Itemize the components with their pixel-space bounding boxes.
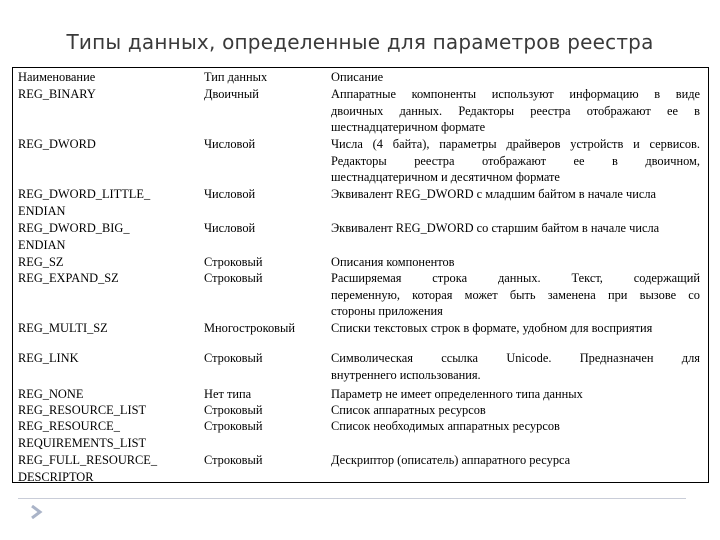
row-description (331, 186, 700, 203)
description-line: шестнадцатеричном формате (331, 120, 486, 134)
row-type: Строковый (204, 271, 263, 285)
row-type: Нет типа (204, 387, 252, 401)
description-line: Списки текстовых строк в формате, удобном для восприятия (331, 321, 653, 335)
row-type: Строковый (204, 351, 263, 365)
row-description (331, 220, 700, 237)
row-type: Числовой (204, 137, 256, 151)
row-type: Строковый (204, 255, 263, 269)
description-line: Список аппаратных ресурсов (331, 403, 486, 417)
description-line: стороны приложения (331, 304, 443, 318)
description-line: Числа (4 байта), параметры драйверов устройств и сервисов. (331, 137, 700, 151)
row-name: REG_FULL_RESOURCE_ (18, 453, 158, 467)
row-type: Числовой (204, 221, 256, 235)
row-name: REG_LINK (18, 351, 79, 365)
row-name: REG_MULTI_SZ (18, 321, 108, 335)
description-line: Параметр не имеет определенного типа данных (331, 387, 583, 401)
row-description (331, 320, 700, 337)
description-line: Дескриптор (описатель) аппаратного ресурса (331, 453, 571, 467)
row-name: REG_DWORD_BIG_ (18, 221, 130, 235)
description-line: Редакторы реестра отображают ее в двоичном, (331, 153, 700, 168)
row-name: REG_RESOURCE_ (18, 419, 120, 433)
row-description (331, 418, 700, 435)
row-description (331, 270, 700, 320)
description-line: Список необходимых аппаратных ресурсов (331, 419, 560, 433)
row-name: REG_EXPAND_SZ (18, 271, 119, 285)
row-description (331, 254, 700, 271)
description-line: переменную, которая может быть заменена при вызове со (331, 287, 700, 302)
row-name: REG_BINARY (18, 87, 96, 101)
header-type: Тип данных (204, 70, 268, 84)
description-line: шестнадцатеричном и десятичном формате (331, 170, 560, 184)
row-name: ENDIAN (18, 237, 66, 252)
description-line: Символическая ссылка Unicode. Предназначен для (331, 351, 700, 365)
row-name: REG_DWORD (18, 137, 96, 151)
description-line: Расширяемая строка данных. Текст, содержащий (331, 271, 700, 285)
footer-divider (18, 498, 686, 499)
description-line: внутреннего использования. (331, 367, 481, 382)
row-type: Двоичный (204, 87, 259, 101)
row-name: REG_DWORD_LITTLE_ (18, 187, 151, 201)
row-name: REQUIREMENTS_LIST (18, 435, 147, 450)
row-type: Строковый (204, 419, 263, 433)
row-description (331, 452, 700, 469)
row-type: Строковый (204, 403, 263, 417)
chevron-right-icon (30, 505, 44, 519)
row-description (331, 402, 700, 419)
row-type: Многостроковый (204, 321, 295, 335)
row-name: REG_SZ (18, 255, 64, 269)
header-description: Описание (331, 70, 384, 84)
description-line: Эквивалент REG_DWORD с младшим байтом в начале числа (331, 187, 657, 201)
description-line: Описания компонентов (331, 255, 455, 269)
description-line: двоичных данных. Редакторы реестра отображают ее в (331, 103, 700, 118)
row-type: Числовой (204, 187, 256, 201)
row-type: Строковый (204, 453, 263, 467)
row-name: DESCRIPTOR (18, 469, 94, 484)
row-description (331, 86, 700, 136)
row-description (331, 136, 700, 186)
description-line: Аппаратные компоненты используют информацию в виде (331, 87, 700, 101)
description-line: Эквивалент REG_DWORD со старшим байтом в начале числа (331, 221, 660, 235)
row-name: REG_NONE (18, 387, 84, 401)
row-description (331, 386, 700, 403)
row-name: REG_RESOURCE_LIST (18, 403, 147, 417)
page-title: Типы данных, определенные для параметров реестра (66, 30, 654, 54)
row-description (331, 350, 700, 383)
row-name: ENDIAN (18, 203, 66, 218)
header-name: Наименование (18, 70, 96, 84)
